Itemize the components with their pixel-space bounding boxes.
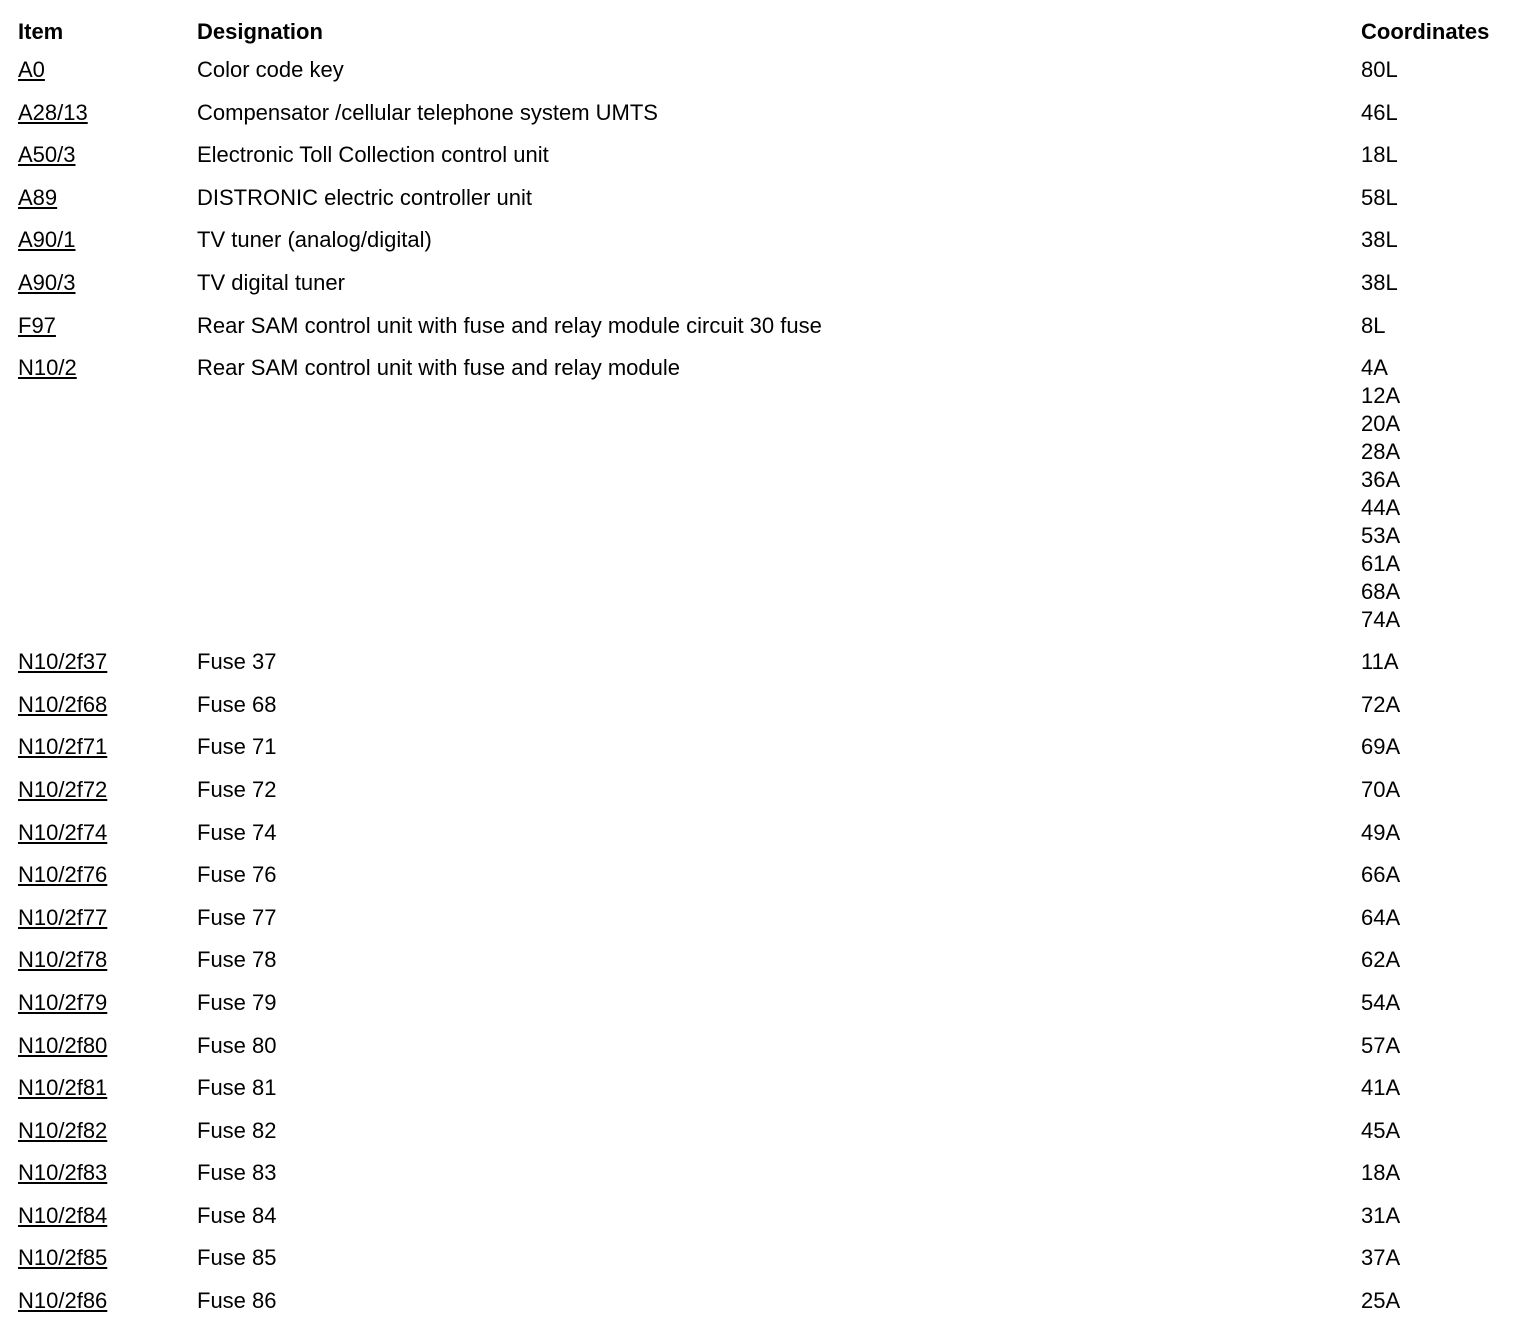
coordinates-cell	[1361, 226, 1518, 254]
coordinate-value: 12A	[1361, 383, 1401, 409]
table-row	[18, 269, 1518, 312]
item-link[interactable]: N10/2f77	[18, 904, 108, 930]
coordinate-value: 44A	[1361, 495, 1401, 521]
coordinate-value: 18A	[1361, 1160, 1401, 1186]
coordinate-value: 62A	[1361, 947, 1401, 973]
item-cell	[18, 99, 197, 127]
table-row	[18, 1074, 1518, 1117]
coordinate-value: 74A	[1361, 607, 1401, 633]
designation-cell: Rear SAM control unit with fuse and relay module	[197, 355, 681, 381]
header-item: Item	[18, 19, 64, 44]
designation-cell: Fuse 71	[197, 734, 277, 760]
item-link[interactable]: A50/3	[18, 142, 76, 168]
item-link[interactable]: N10/2f37	[18, 649, 108, 675]
designation-cell: DISTRONIC electric controller unit	[197, 184, 532, 210]
table-row	[18, 1202, 1518, 1245]
item-link[interactable]: N10/2	[18, 355, 77, 381]
designation-cell: Fuse 76	[197, 862, 277, 888]
header-designation: Designation	[197, 19, 323, 44]
coordinate-value: 54A	[1361, 989, 1401, 1015]
designation-cell: Fuse 86	[197, 1288, 277, 1314]
coordinates-cell	[1361, 354, 1518, 648]
item-link[interactable]: N10/2f79	[18, 989, 108, 1015]
coordinates-cell	[1361, 99, 1518, 127]
item-cell	[18, 226, 197, 254]
item-cell	[18, 1159, 197, 1187]
item-link[interactable]: N10/2f85	[18, 1245, 108, 1271]
table-row	[18, 1159, 1518, 1202]
coordinate-value: 28A	[1361, 439, 1401, 465]
item-link[interactable]: A0	[18, 57, 45, 82]
coordinate-value: 69A	[1361, 734, 1401, 760]
table-row	[18, 776, 1518, 819]
table-row	[18, 1287, 1518, 1330]
coordinate-value: 41A	[1361, 1075, 1401, 1101]
table-row	[18, 354, 1518, 648]
item-cell	[18, 819, 197, 847]
coordinate-value: 66A	[1361, 862, 1401, 888]
table-row	[18, 184, 1518, 227]
item-cell	[18, 1032, 197, 1060]
coordinate-value: 58L	[1361, 184, 1398, 210]
item-link[interactable]: N10/2f82	[18, 1117, 108, 1143]
coordinate-value: 11A	[1361, 649, 1399, 675]
coordinate-value: 72A	[1361, 691, 1401, 717]
coordinate-value: 18L	[1361, 142, 1398, 168]
table-row	[18, 1032, 1518, 1075]
coordinate-value: 68A	[1361, 579, 1401, 605]
designation-cell: TV tuner (analog/digital)	[197, 227, 432, 253]
table-row	[18, 989, 1518, 1032]
coordinates-cell	[1361, 141, 1518, 169]
coordinates-cell	[1361, 819, 1518, 847]
item-link[interactable]: N10/2f86	[18, 1288, 108, 1314]
item-link[interactable]: N10/2f83	[18, 1160, 108, 1186]
coordinates-cell	[1361, 1159, 1518, 1187]
coordinates-cell	[1361, 1117, 1518, 1145]
table-row	[18, 1117, 1518, 1160]
item-cell	[18, 946, 197, 974]
item-link[interactable]: N10/2f74	[18, 819, 108, 845]
coordinate-value: 64A	[1361, 904, 1401, 930]
table-row	[18, 99, 1518, 142]
item-link[interactable]: A90/3	[18, 269, 76, 295]
item-link[interactable]: A89	[18, 184, 58, 210]
designation-cell: Fuse 82	[197, 1117, 277, 1143]
item-cell	[18, 1117, 197, 1145]
designation-cell: Electronic Toll Collection control unit	[197, 142, 549, 168]
coordinate-value: 25A	[1361, 1288, 1401, 1314]
table-body	[18, 56, 1518, 1330]
item-cell	[18, 989, 197, 1017]
coordinates-cell	[1361, 691, 1518, 719]
table-row	[18, 312, 1518, 355]
item-link[interactable]: N10/2f71	[18, 734, 108, 760]
coordinate-value: 20A	[1361, 411, 1401, 437]
table-row	[18, 141, 1518, 184]
table-row	[18, 648, 1518, 691]
coordinates-cell	[1361, 1074, 1518, 1102]
coordinate-value: 38L	[1361, 269, 1398, 295]
designation-cell: Fuse 84	[197, 1202, 277, 1228]
designation-cell: Fuse 78	[197, 947, 277, 973]
coordinates-cell	[1361, 861, 1518, 889]
coordinates-cell	[1361, 648, 1518, 676]
coordinate-value: 38L	[1361, 227, 1398, 253]
table-row	[18, 691, 1518, 734]
item-link[interactable]: A90/1	[18, 227, 76, 253]
designation-cell: Fuse 80	[197, 1032, 277, 1058]
coordinates-cell	[1361, 1244, 1518, 1272]
coordinate-value: 37A	[1361, 1245, 1401, 1271]
coordinate-value: 31A	[1361, 1202, 1401, 1228]
designation-cell: Color code key	[197, 57, 344, 82]
table-row	[18, 733, 1518, 776]
designation-cell: Fuse 37	[197, 649, 277, 675]
coordinate-value: 8L	[1361, 312, 1386, 338]
coordinates-cell	[1361, 776, 1518, 804]
designation-cell: TV digital tuner	[197, 269, 345, 295]
coordinate-value: 80L	[1361, 57, 1398, 82]
coordinates-cell	[1361, 904, 1518, 932]
item-link[interactable]: N10/2f72	[18, 776, 108, 802]
item-link[interactable]: F97	[18, 312, 56, 338]
coordinate-value: 61A	[1361, 551, 1401, 577]
table-row	[18, 226, 1518, 269]
coordinates-cell	[1361, 56, 1518, 84]
coordinates-cell	[1361, 946, 1518, 974]
coordinate-value: 70A	[1361, 776, 1401, 802]
coordinate-value: 4A	[1361, 355, 1388, 381]
item-link[interactable]: A28/13	[18, 99, 88, 125]
coordinate-value: 53A	[1361, 523, 1401, 549]
item-cell	[18, 1074, 197, 1102]
table-row	[18, 946, 1518, 989]
item-cell	[18, 861, 197, 889]
coordinate-value: 45A	[1361, 1117, 1401, 1143]
item-cell	[18, 354, 197, 382]
item-cell	[18, 56, 197, 84]
coordinates-cell	[1361, 733, 1518, 761]
item-cell	[18, 184, 197, 212]
item-cell	[18, 691, 197, 719]
item-cell	[18, 1287, 197, 1315]
item-link[interactable]: N10/2f80	[18, 1032, 108, 1058]
item-link[interactable]: N10/2f78	[18, 947, 108, 973]
item-cell	[18, 312, 197, 340]
designation-cell: Fuse 81	[197, 1075, 277, 1101]
item-cell	[18, 141, 197, 169]
table-row	[18, 861, 1518, 904]
designation-cell: Fuse 72	[197, 776, 277, 802]
coordinates-cell	[1361, 1202, 1518, 1230]
item-link[interactable]: N10/2f84	[18, 1202, 108, 1228]
coordinates-cell	[1361, 184, 1518, 212]
coordinate-value: 49A	[1361, 819, 1401, 845]
item-link[interactable]: N10/2f76	[18, 862, 108, 888]
coordinates-cell	[1361, 269, 1518, 297]
component-table	[18, 14, 1518, 1330]
table-row	[18, 56, 1518, 99]
coordinates-cell	[1361, 312, 1518, 340]
item-link[interactable]: N10/2f81	[18, 1075, 108, 1101]
designation-cell: Fuse 74	[197, 819, 277, 845]
header-coordinates: Coordinates	[1361, 19, 1490, 44]
item-cell	[18, 1202, 197, 1230]
coordinates-cell	[1361, 1287, 1518, 1315]
coordinates-cell	[1361, 1032, 1518, 1060]
item-cell	[18, 776, 197, 804]
designation-cell: Rear SAM control unit with fuse and relay module circuit 30 fuse	[197, 312, 822, 338]
item-cell	[18, 648, 197, 676]
item-cell	[18, 904, 197, 932]
designation-cell: Compensator /cellular telephone system UMTS	[197, 99, 658, 125]
designation-cell: Fuse 83	[197, 1160, 277, 1186]
coordinate-value: 57A	[1361, 1032, 1401, 1058]
item-cell	[18, 269, 197, 297]
item-link[interactable]: N10/2f68	[18, 691, 108, 717]
item-cell	[18, 733, 197, 761]
table-row	[18, 1244, 1518, 1287]
table-header	[18, 14, 1518, 56]
coordinate-value: 36A	[1361, 467, 1401, 493]
coordinate-value: 46L	[1361, 99, 1398, 125]
table-row	[18, 819, 1518, 862]
coordinates-cell	[1361, 989, 1518, 1017]
item-cell	[18, 1244, 197, 1272]
table-row	[18, 904, 1518, 947]
designation-cell: Fuse 77	[197, 904, 277, 930]
designation-cell: Fuse 79	[197, 989, 277, 1015]
designation-cell: Fuse 68	[197, 691, 277, 717]
designation-cell: Fuse 85	[197, 1245, 277, 1271]
